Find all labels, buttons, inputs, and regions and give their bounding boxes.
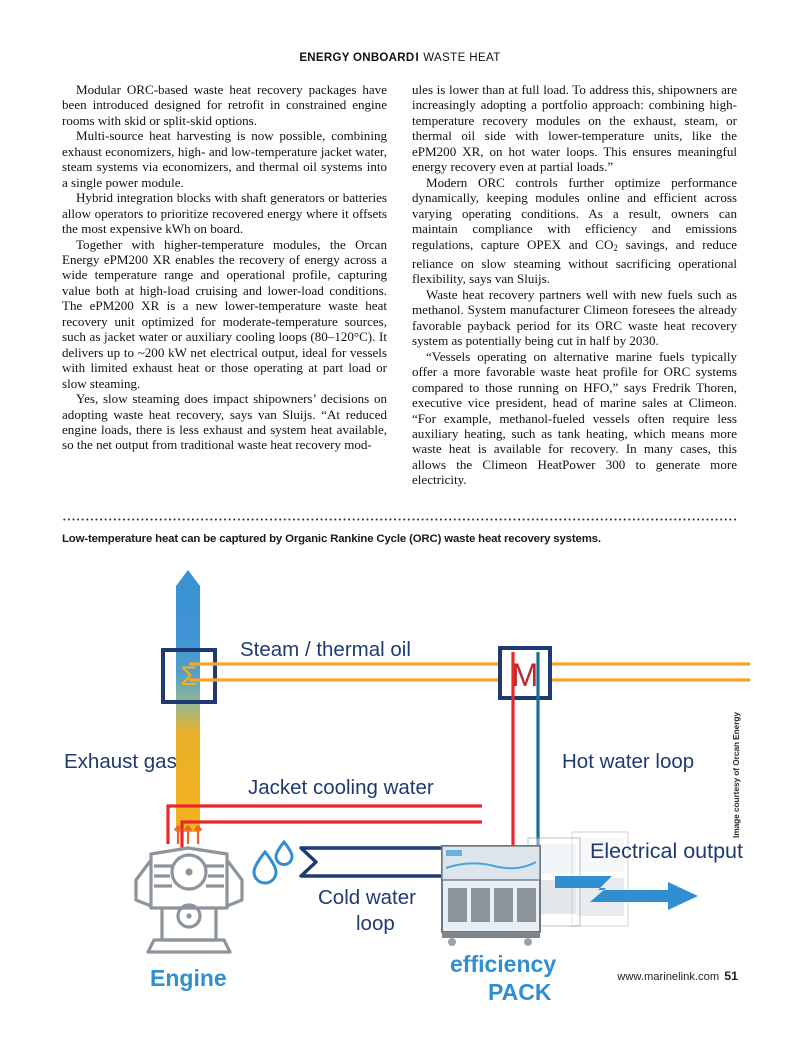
label-efficiency-pack-line2: PACK [488, 979, 552, 1005]
module-m-symbol: M [511, 657, 539, 693]
label-hot-water-loop: Hot water loop [562, 750, 695, 773]
running-head [0, 52, 800, 64]
orc-module-box-icon [500, 648, 550, 698]
water-droplets-icon [254, 842, 292, 883]
paragraph-with-subscript [412, 175, 737, 287]
label-jacket-cooling-water: Jacket cooling water [248, 776, 434, 799]
steam-thermal-oil-pipes [189, 664, 750, 680]
image-credit: Image courtesy of Orcan Energy [731, 712, 741, 838]
paragraph-text-after-subscript: savings, and reduce reliance on slow steaming without sacrificing operational flexibility, says van Sluijs. [412, 236, 737, 287]
label-efficiency-pack-line1: efficiency [450, 951, 557, 977]
paragraph-continuation: ules is lower than at full load. To address this, shipowners are increasingly adopting a portfolio approach: combining high-temperature recovery modules on the exhaust, steam, or thermal oil side with lower-temperature units, like the ePM200 XR, on hot water loops. This ensures meaningful energy recovery even at partial loads.” [412, 82, 737, 175]
heat-rise-arrows-icon [175, 826, 201, 844]
paragraph: Yes, slow steaming does impact shipowners’ decisions on adopting waste heat recovery, says van Sluijs. “At reduced engine loads, there is less exhaust and system heat available, so the net output from traditional waste heat recovery mod- [62, 391, 387, 453]
paragraph: Multi-source heat harvesting is now possible, combining exhaust economizers, high- and low-temperature jacket water, steam systems via economizers, and thermal oil systems into a single power module. [62, 128, 387, 190]
figure-caption: Low-temperature heat can be captured by Organic Rankine Cycle (ORC) waste heat recovery systems. [62, 533, 601, 545]
page-footer [617, 969, 738, 983]
footer-website[interactable]: www.marinelink.com [617, 971, 720, 983]
jacket-cooling-water-pipes [168, 806, 482, 848]
label-steam-thermal-oil: Steam / thermal oil [240, 638, 411, 661]
section-divider [62, 518, 738, 521]
paragraph-text-before-subscript: Modern ORC controls further optimize performance dynamically, keeping modules online and efficient across varying operating conditions. As a result, owners can maintain compliance with efficiency and emissions regulations, capture OPEX and CO [412, 174, 737, 252]
paragraph: Together with higher-temperature modules, the Orcan Energy ePM200 XR enables the recovery of energy across a wide temperature range and operational profile, capturing value both at high-load cruising and lower-load conditions. The ePM200 XR is a new lower-temperature waste heat recovery unit optimized for moderate-temperature sources, such as jacket water or auxiliary cooling loops (80–120°C). It delivers up to ~200 kW net electrical output, ideal for vessels with limited exhaust heat or those operating at part load or slow steaming. [62, 236, 387, 391]
running-head-topic: WASTE HEAT [423, 52, 501, 64]
co2-subscript: 2 [613, 242, 618, 253]
running-head-separator: I [415, 52, 419, 64]
economizer-sigma-symbol: Σ [180, 661, 198, 691]
running-head-section: ENERGY ONBOARD [299, 52, 415, 64]
right-column [412, 82, 737, 488]
label-exhaust-gas: Exhaust gas [64, 750, 177, 773]
engine-icon [136, 848, 242, 952]
label-electrical-output: Electrical output [590, 839, 743, 863]
label-cold-water-line2: loop [356, 912, 395, 935]
paragraph: “Vessels operating on alternative marine fuels typically offer a more favorable waste heat profile for ORC systems compared to those running on HFO,” says Fredrik Thoren, executive vice president, head of marine sales at Climeon. “For example, methanol-fueled vessels often require less auxiliary heating, such as tank heating, which means more waste heat is available for recovery. In many cases, this allows the Climeon HeatPower 300 to generate more electricity. [412, 348, 737, 488]
paragraph: Modular ORC-based waste heat recovery packages have been introduced designed for retrofit in constrained engine rooms with skid or split-skid options. [62, 82, 387, 128]
label-engine: Engine [150, 965, 227, 991]
label-cold-water-line1: Cold water [318, 886, 416, 909]
paragraph: Hybrid integration blocks with shaft generators or batteries allow operators to prioritize recovered energy where it offsets the most expensive kWh on board. [62, 190, 387, 237]
page-number: 51 [724, 969, 738, 983]
left-column [62, 82, 387, 488]
article-body [62, 82, 738, 488]
paragraph: Waste heat recovery partners well with new fuels such as methanol. System manufacturer Climeon foresees the already favorable payback period for its ORC waste heat recovery system as potentially being cut in half by 2030. [412, 286, 737, 349]
